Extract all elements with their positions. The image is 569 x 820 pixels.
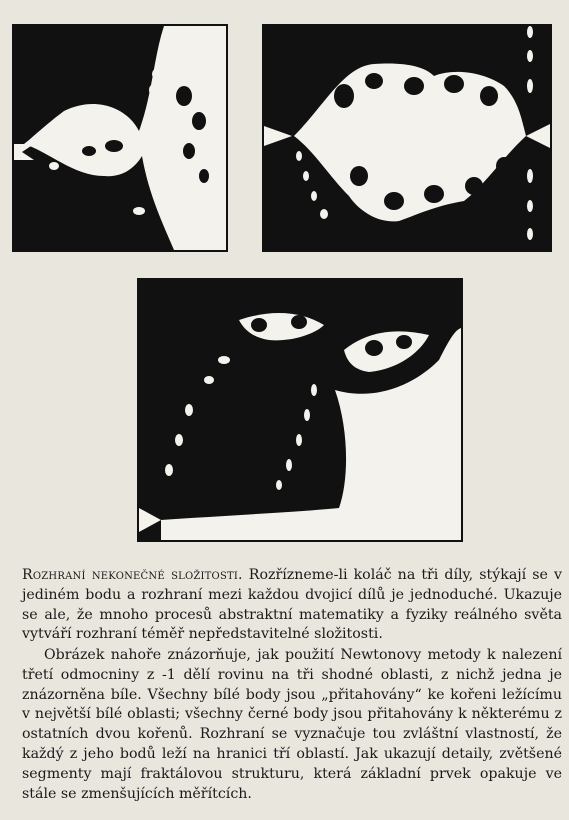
figure-caption [22, 566, 562, 645]
fractal-figure-top-left [12, 24, 228, 252]
fractal-figure-bottom [137, 278, 463, 542]
body-paragraph: Obrázek nahoře znázorňuje, jak použití Newtonovy metody k nalezení třetí odmocniny z -1 dělí rovinu na tři shodné oblasti, z nichž jedna je znázorněna bíle. Všechny bílé body jsou „přitahovány“ ke kořeni ležícímu v největší bílé oblasti; všechny černé body jsou přitahovány k některému z ostatních dvou kořenů. Rozhraní se vyznačuje tou zvláštní vlastností, že každý z jeho bodů leží na hranici tří oblastí. Jak ukazují detaily, zvětšené segmenty mají fraktálovou strukturu, která základní prvek opakuje ve stále se zmenšujících měřítcích. [22, 647, 562, 802]
caption-text: Rozřízneme-li koláč na tři díly, stýkají se v jediném bodu a rozhraní mezi každou dvojicí dílů je jednoduché. Ukazuje se ale, že mnoho procesů abstraktní matematiky a fyziky reálného světa vytváří rozhraní téměř nepředstavitelné složitosti. [22, 567, 562, 643]
fractal-figure-top-right [262, 24, 552, 252]
caption-heading: Rozhraní nekonečné složitosti. [22, 567, 243, 583]
